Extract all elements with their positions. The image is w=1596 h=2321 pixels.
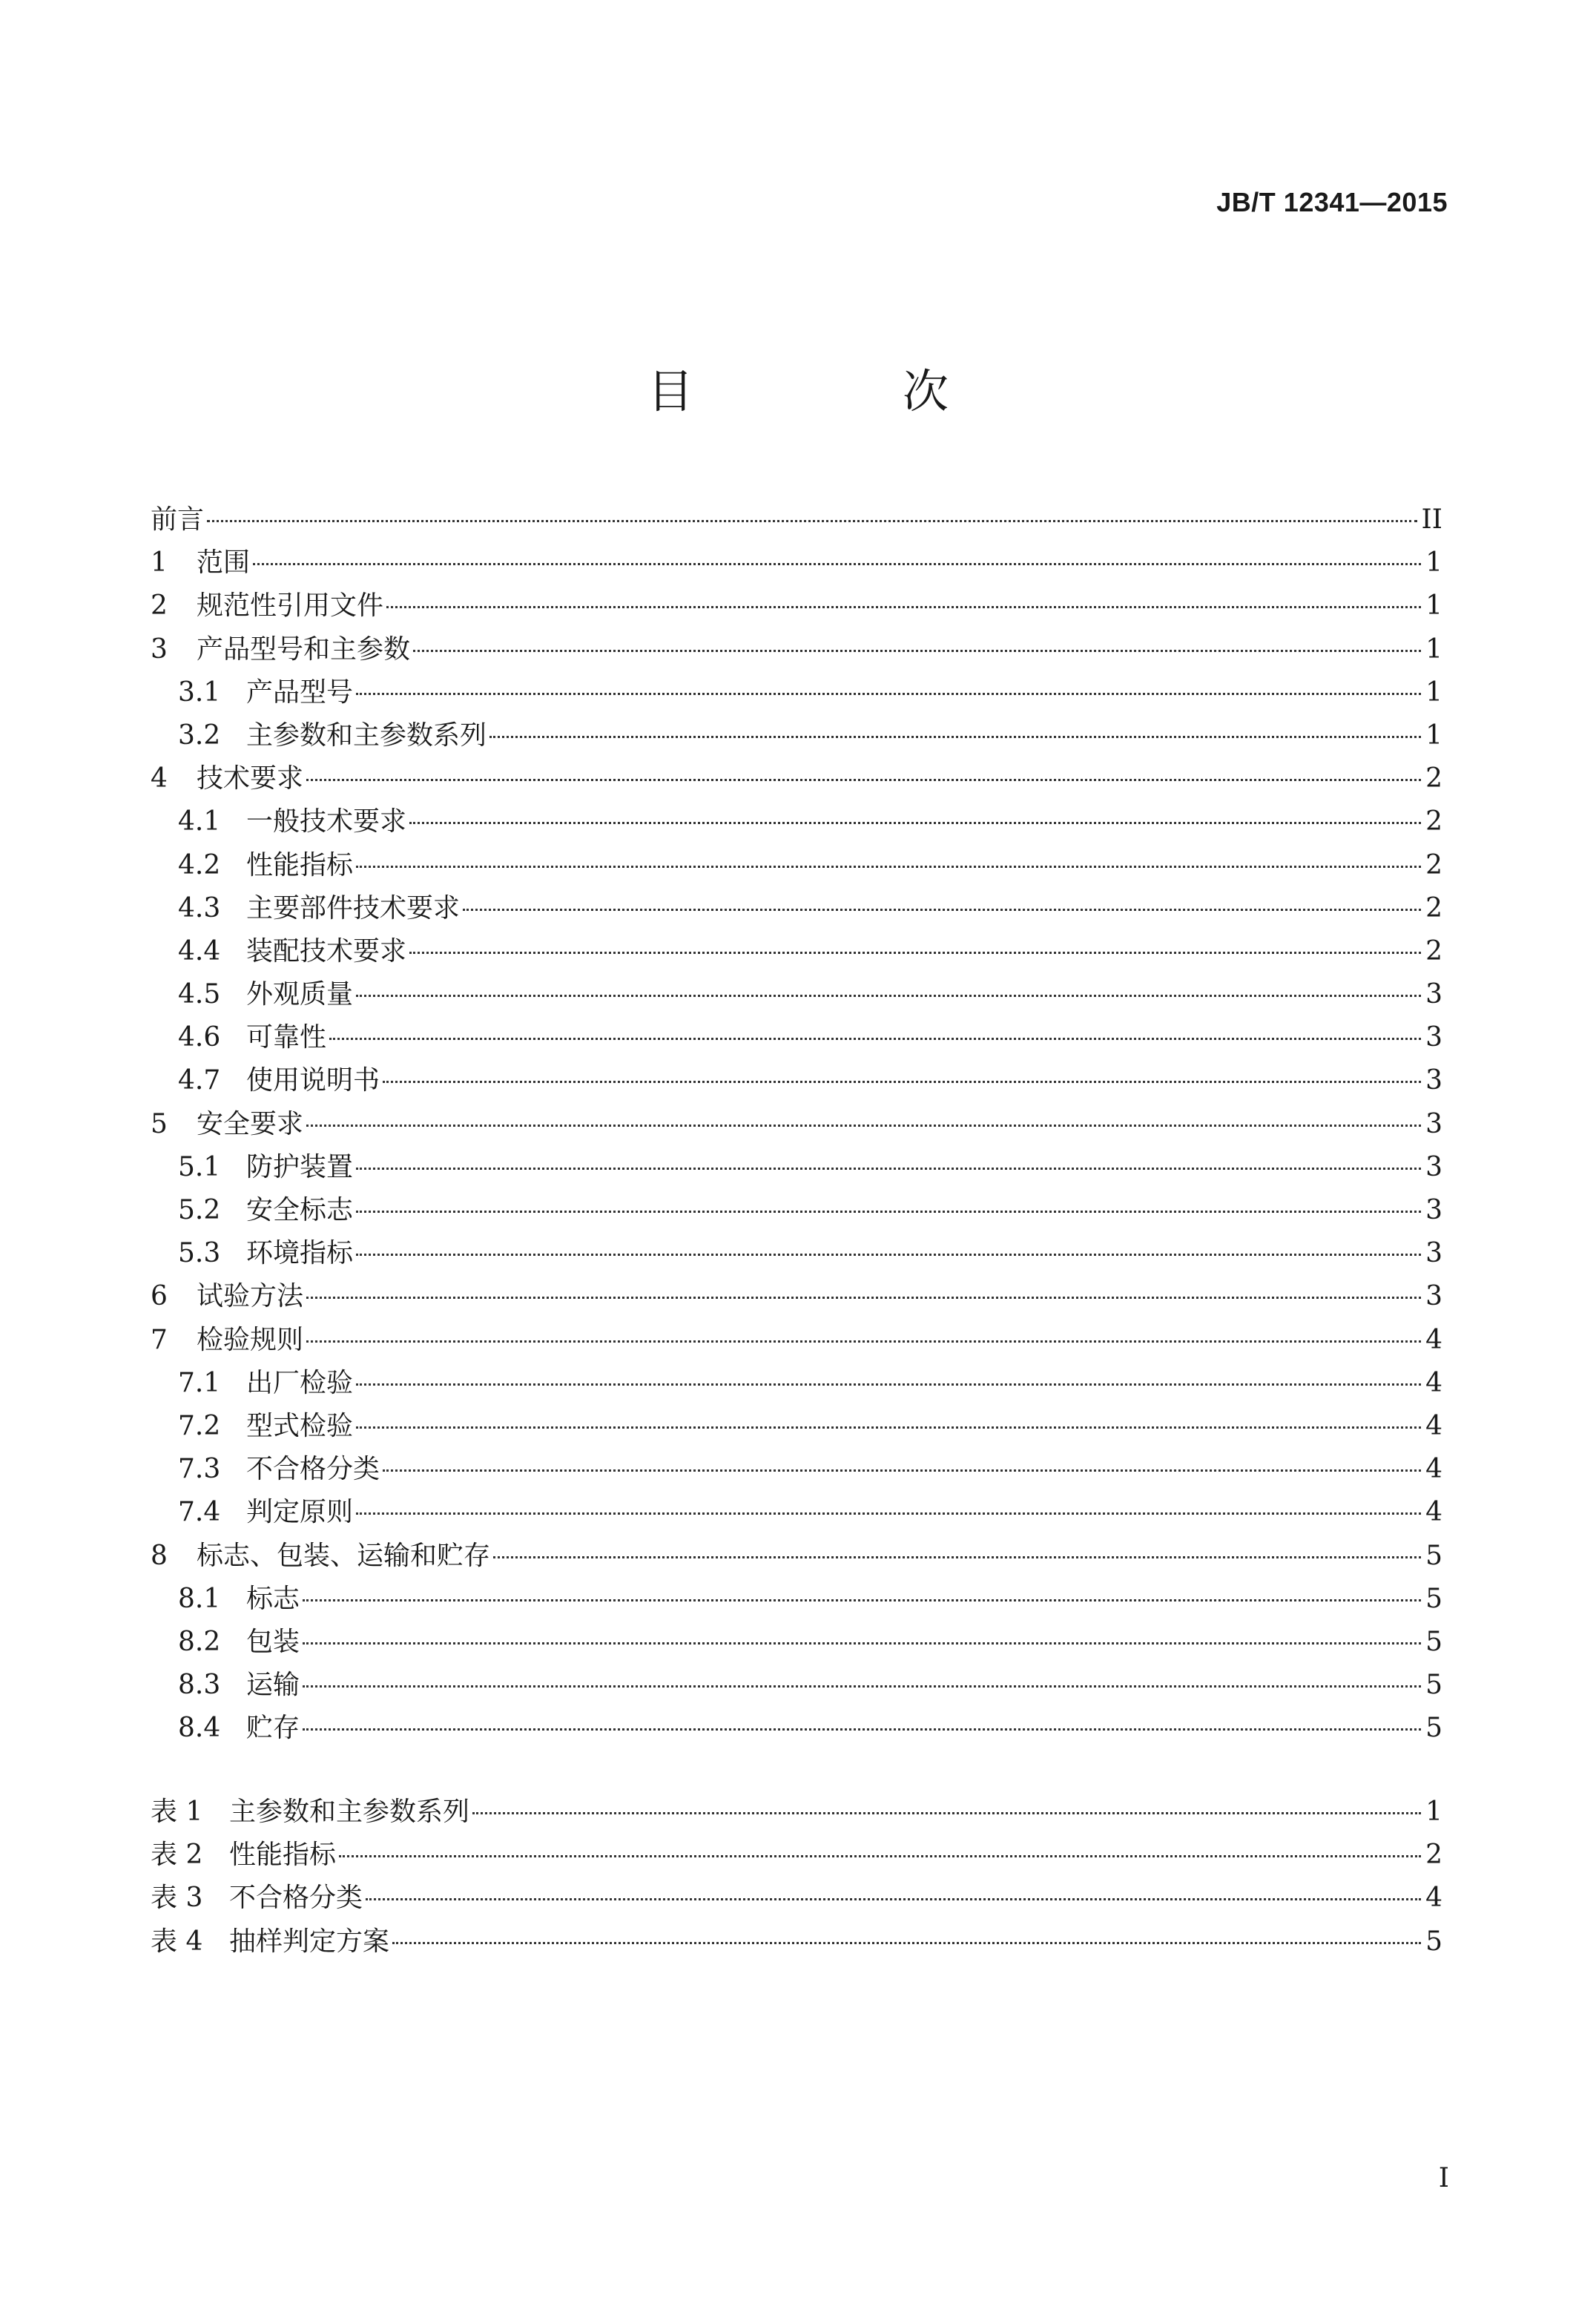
- dot-leader: [386, 606, 1421, 608]
- table-index-entry[interactable]: [151, 1877, 1442, 1920]
- toc-entry-label: 一般技术要求: [246, 806, 407, 837]
- toc-entry-number: 8.3: [178, 1670, 221, 1701]
- dot-leader: [306, 1125, 1421, 1127]
- toc-entry-label: 使用说明书: [246, 1065, 380, 1096]
- dot-leader: [356, 866, 1421, 868]
- toc-entry[interactable]: [151, 585, 1442, 628]
- toc-entry-page: 5: [1425, 1540, 1442, 1571]
- toc-entry-page: 3: [1425, 1238, 1442, 1269]
- toc-entry-page: 2: [1425, 849, 1442, 880]
- toc-entry-page: 3: [1425, 1065, 1442, 1096]
- dot-leader: [392, 1942, 1421, 1944]
- dot-leader: [356, 995, 1421, 997]
- toc-entry-label: 运输: [246, 1670, 300, 1701]
- dot-leader: [356, 1211, 1421, 1213]
- toc-entry[interactable]: [151, 1016, 1442, 1059]
- toc-entry-page: 4: [1425, 1454, 1442, 1485]
- toc-entry-number: 7.4: [178, 1497, 221, 1528]
- toc-entry-page: 1: [1425, 590, 1442, 622]
- toc-entry-page: 3: [1425, 979, 1442, 1010]
- dot-leader: [306, 779, 1421, 781]
- dot-leader: [303, 1685, 1421, 1688]
- toc-entry-page: 3: [1425, 1108, 1442, 1139]
- dot-leader: [356, 1168, 1421, 1170]
- dot-leader: [463, 909, 1421, 911]
- dot-leader: [472, 1812, 1421, 1814]
- toc-entry-label: 外观质量: [246, 979, 354, 1010]
- toc-entry-label: 产品型号: [246, 676, 354, 708]
- toc-entry[interactable]: [151, 1362, 1442, 1405]
- dot-leader: [356, 1426, 1421, 1429]
- toc-entry-label: 装配技术要求: [246, 935, 407, 967]
- toc-entry-number: 8.2: [178, 1626, 221, 1657]
- toc-entry-number: 4.4: [178, 935, 221, 967]
- toc-entry-number: 6: [151, 1281, 168, 1312]
- toc-entry-page: II: [1421, 504, 1442, 535]
- toc-entry-number: 3.2: [178, 720, 221, 751]
- toc-entry[interactable]: [151, 1578, 1442, 1621]
- toc-entry-number: 2: [151, 590, 168, 622]
- toc-entry-page: 2: [1425, 806, 1442, 837]
- toc-entry[interactable]: [151, 714, 1442, 757]
- toc-entry-number: 4.5: [178, 979, 221, 1010]
- toc-entry-number: 5.3: [178, 1238, 221, 1269]
- table-index-entry[interactable]: [151, 1791, 1442, 1834]
- toc-entry-label: 安全标志: [246, 1195, 354, 1225]
- toc-entry-label: 标志、包装、运输和贮存: [197, 1540, 491, 1571]
- toc-entry-label: 产品型号和主参数: [197, 633, 411, 665]
- dot-leader: [356, 693, 1421, 695]
- toc-entry[interactable]: [151, 498, 1442, 541]
- toc-entry[interactable]: [151, 671, 1442, 714]
- dot-leader: [493, 1556, 1421, 1558]
- toc-entry-number: 7.2: [178, 1410, 221, 1441]
- toc-entry-number: 表 1: [151, 1797, 203, 1827]
- dot-leader: [383, 1469, 1421, 1472]
- table-index-entry[interactable]: [151, 1920, 1442, 1963]
- toc-entry-page: 5: [1425, 1926, 1442, 1957]
- toc-entry-label: 判定原则: [246, 1497, 354, 1528]
- toc-entry-page: 2: [1425, 763, 1442, 794]
- toc-entry-number: 3: [151, 633, 168, 665]
- page-title: 目 次: [647, 364, 1030, 418]
- toc-entry[interactable]: [151, 541, 1442, 585]
- toc-entry-number: 5.1: [178, 1151, 221, 1182]
- toc-entry-label: 可靠性: [246, 1022, 327, 1053]
- toc-list: [151, 498, 1442, 1750]
- toc-entry-number: 4: [151, 763, 168, 794]
- dot-leader: [303, 1728, 1421, 1731]
- table-index-list: [151, 1791, 1442, 1963]
- dot-leader: [303, 1642, 1421, 1645]
- toc-entry-page: 1: [1425, 547, 1442, 579]
- dot-leader: [356, 1512, 1421, 1515]
- toc-entry[interactable]: [151, 1621, 1442, 1664]
- toc-entry[interactable]: [151, 1491, 1442, 1534]
- toc-entry-page: 5: [1425, 1713, 1442, 1744]
- toc-entry-number: 8: [151, 1540, 168, 1571]
- toc-entry-label: 安全要求: [197, 1108, 304, 1139]
- toc-entry[interactable]: [151, 1664, 1442, 1707]
- toc-entry-label: 环境指标: [246, 1238, 354, 1269]
- toc-entry-number: 7.3: [178, 1454, 221, 1485]
- toc-entry-page: 1: [1425, 1797, 1442, 1827]
- toc-entry-number: 3.1: [178, 676, 221, 708]
- toc-entry-page: 5: [1425, 1626, 1442, 1657]
- toc-entry[interactable]: [151, 800, 1442, 843]
- toc-entry-label: 主参数和主参数系列: [246, 720, 487, 751]
- toc-entry[interactable]: [151, 1275, 1442, 1318]
- dot-leader: [409, 822, 1421, 824]
- toc-entry-number: 7.1: [178, 1367, 221, 1398]
- toc-entry-number: 4.2: [178, 849, 221, 880]
- toc-entry-label: 抽样判定方案: [229, 1926, 390, 1957]
- toc-entry-label: 检验规则: [197, 1324, 304, 1355]
- toc-entry-page: 4: [1425, 1497, 1442, 1528]
- toc-entry-label: 出厂检验: [246, 1367, 354, 1398]
- toc-entry-number: 8.4: [178, 1713, 221, 1744]
- toc-entry-label: 不合格分类: [229, 1883, 363, 1914]
- toc-entry-label: 主参数和主参数系列: [229, 1797, 470, 1827]
- toc-entry-label: 标志: [246, 1583, 300, 1614]
- toc-entry[interactable]: [151, 757, 1442, 800]
- toc-entry[interactable]: [151, 1405, 1442, 1448]
- toc-entry-label: 规范性引用文件: [197, 590, 384, 622]
- toc-entry-label: 贮存: [246, 1713, 300, 1744]
- dot-leader: [329, 1038, 1421, 1040]
- toc-entry-page: 2: [1425, 935, 1442, 967]
- toc-entry[interactable]: [151, 887, 1442, 930]
- toc-entry-number: 4.7: [178, 1065, 221, 1096]
- dot-leader: [413, 650, 1421, 652]
- toc-entry-label: 包装: [246, 1626, 300, 1657]
- toc-entry-label: 不合格分类: [246, 1454, 380, 1485]
- toc-entry-number: 4.6: [178, 1022, 221, 1053]
- toc-entry-page: 3: [1425, 1022, 1442, 1053]
- toc-entry[interactable]: [151, 930, 1442, 973]
- toc-entry-number: 1: [151, 547, 168, 579]
- dot-leader: [383, 1081, 1421, 1083]
- toc-entry[interactable]: [151, 844, 1442, 887]
- toc-entry[interactable]: [151, 973, 1442, 1016]
- toc-entry-number: 8.1: [178, 1583, 221, 1614]
- toc-entry-page: 1: [1425, 633, 1442, 665]
- toc-entry-number: 4.3: [178, 892, 221, 924]
- toc-entry-number: 7: [151, 1324, 168, 1355]
- toc-entry-page: 5: [1425, 1583, 1442, 1614]
- footer-page-number: I: [1438, 2163, 1449, 2193]
- toc-entry-page: 1: [1425, 720, 1442, 751]
- toc-entry[interactable]: [151, 1189, 1442, 1232]
- toc-entry-label: 主要部件技术要求: [246, 892, 461, 924]
- toc-entry[interactable]: [151, 1146, 1442, 1189]
- toc-entry-label: 前言: [151, 504, 205, 535]
- toc-entry-label: 防护装置: [246, 1151, 354, 1182]
- standard-code: JB/T 12341—2015: [1216, 187, 1448, 217]
- toc-entry-page: 3: [1425, 1281, 1442, 1312]
- dot-leader: [306, 1297, 1421, 1299]
- dot-leader: [356, 1254, 1421, 1256]
- toc-entry-page: 4: [1425, 1410, 1442, 1441]
- toc-entry-page: 3: [1425, 1195, 1442, 1225]
- toc-entry-page: 2: [1425, 892, 1442, 924]
- toc-entry-number: 4.1: [178, 806, 221, 837]
- toc-entry-label: 试验方法: [197, 1281, 304, 1312]
- toc-entry-label: 型式检验: [246, 1410, 354, 1441]
- toc-entry-page: 4: [1425, 1883, 1442, 1914]
- toc-entry[interactable]: [151, 1707, 1442, 1750]
- table-index-entry[interactable]: [151, 1834, 1442, 1877]
- toc-entry-label: 范围: [197, 547, 251, 579]
- dot-leader: [339, 1855, 1421, 1857]
- toc-entry-page: 2: [1425, 1840, 1442, 1871]
- toc-entry[interactable]: [151, 1103, 1442, 1146]
- toc-entry[interactable]: [151, 1319, 1442, 1362]
- dot-leader: [306, 1340, 1421, 1343]
- toc-entry-number: 5: [151, 1108, 168, 1139]
- toc-entry-label: 性能指标: [229, 1840, 337, 1871]
- toc-entry-page: 4: [1425, 1367, 1442, 1398]
- toc-entry[interactable]: [151, 628, 1442, 671]
- toc-entry[interactable]: [151, 1059, 1442, 1102]
- dot-leader: [409, 952, 1421, 954]
- dot-leader: [253, 563, 1421, 565]
- toc-entry-number: 表 2: [151, 1840, 203, 1871]
- toc-entry[interactable]: [151, 1232, 1442, 1275]
- dot-leader: [489, 736, 1421, 738]
- dot-leader: [356, 1383, 1421, 1386]
- toc-entry[interactable]: [151, 1448, 1442, 1491]
- dot-leader: [207, 520, 1417, 522]
- toc-entry-page: 5: [1425, 1670, 1442, 1701]
- dot-leader: [303, 1599, 1421, 1601]
- toc-entry-number: 表 3: [151, 1883, 203, 1914]
- toc-entry[interactable]: [151, 1535, 1442, 1578]
- toc-entry-page: 1: [1425, 676, 1442, 708]
- toc-entry-number: 表 4: [151, 1926, 203, 1957]
- toc-entry-label: 技术要求: [197, 763, 304, 794]
- toc-entry-page: 3: [1425, 1151, 1442, 1182]
- toc-entry-page: 4: [1425, 1324, 1442, 1355]
- toc-entry-number: 5.2: [178, 1195, 221, 1225]
- toc-entry-label: 性能指标: [246, 849, 354, 880]
- dot-leader: [366, 1898, 1421, 1900]
